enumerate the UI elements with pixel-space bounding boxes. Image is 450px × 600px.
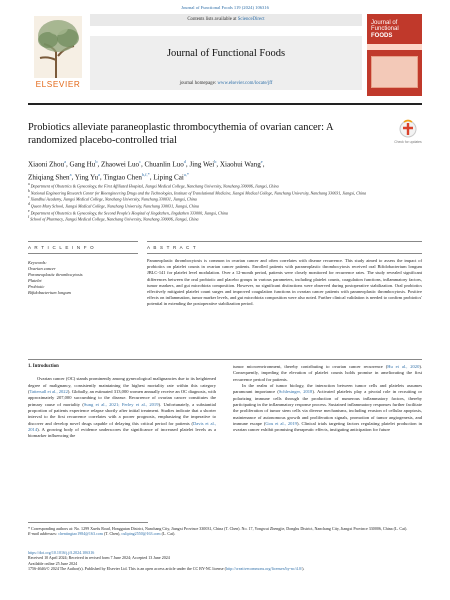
text-run: tumor microenvironment, thereby contributing to ovarian cancer recurrence (: [233, 364, 388, 369]
author-name[interactable]: Xiaohui Wang: [219, 160, 261, 169]
affiliation-text: Department of Obstetrics & Gynecology, the Second People's Hospital of Jingdezhen, Jingdezhen 333000, Jiangxi, China: [29, 209, 228, 215]
received-dates: Received 10 April 2024; Received in revised form 7 June 2024; Accepted 13 June 2024: [28, 555, 170, 561]
abstract-rule-mid: [147, 253, 422, 254]
homepage-prefix: journal homepage:: [179, 81, 218, 86]
author-line-1: Xiaoni Zhou$^a$, Gang Hu$^b$, Zhaowei Luo$^c$, Chuanlin Luo$^d$, Jing Wei$^b$, Xiaohui Wang$^e$,: [28, 159, 265, 169]
affiliation-text: Xiandhui Academy, Jiangxi Medical College, Nanchang University, Nanchang 330031, Jiangxi, China: [29, 196, 197, 202]
publisher-logo[interactable]: [28, 14, 88, 96]
author-name[interactable]: Zhaowei Luo: [101, 160, 140, 169]
abstract-rule-bottom: [28, 359, 422, 360]
keyword-item: Bifidobacterium longum: [28, 290, 71, 295]
text-run: ).: [302, 566, 305, 572]
email-label: E-mail addresses:: [28, 531, 58, 537]
keywords-block: [28, 260, 138, 296]
sciencedirect-link[interactable]: ScienceDirect: [237, 17, 265, 22]
keywords-list: [28, 266, 138, 296]
author-affiliation-mark[interactable]: a: [64, 159, 66, 164]
header-divider: [28, 103, 422, 105]
affiliation-item: [28, 215, 422, 222]
author-name[interactable]: Ying Yu: [74, 172, 98, 181]
affiliation-text: School of Pharmacy, Jiangxi Medical College, Nanchang University, Nanchang 330006, Jiangxi, China: [29, 216, 199, 222]
affiliation-mark: c: [28, 195, 30, 200]
affiliation-list: [28, 182, 422, 222]
footnote-rule: [28, 522, 148, 523]
author-name[interactable]: Tingtao Chen: [103, 172, 142, 181]
article-title: Probiotics alleviate paraneoplastic thrombocythemia of ovarian cancer: A randomized placebo-controlled trial: [28, 122, 333, 146]
text-run: ). Clinical trials targeting factors regulating platelet production in ovarian cancer exhibit promising therapeutic effects, instigating anticipation for future: [233, 421, 422, 433]
text-run: ). Unfortunately, a substantial proportion of patients experience relapse shortly after initial treatment. Studies indicate that a shorter interval to the first recurrence correlates with a poorer prognosis, emphasizing the imperative to discover and develop novel drugs capable of delaying this critical period for patients (: [28, 401, 216, 426]
citation-link[interactable]: Davis et al., 2014: [28, 420, 216, 433]
email-link[interactable]: culiping2550@163.com: [121, 531, 161, 537]
abstract-rule-top: [147, 241, 422, 242]
affiliation-mark: b: [28, 188, 30, 193]
journal-name-box: [90, 36, 362, 78]
keyword-item: Platelet: [28, 278, 42, 283]
homepage-link[interactable]: www.elsevier.com/locate/jff: [217, 81, 273, 86]
author-affiliation-mark[interactable]: b: [214, 159, 217, 164]
citation-link[interactable]: Schlesinger, 2018: [278, 389, 313, 395]
intro-column-left: [28, 364, 216, 440]
author-name[interactable]: Xiaoni Zhou: [28, 160, 65, 169]
license-link[interactable]: http://creativecommons.org/licenses/by-nc/4.0/: [225, 566, 303, 572]
affiliation-item: [28, 195, 422, 202]
article-info-heading: A R T I C L E I N F O: [28, 245, 95, 250]
info-rule-top: [28, 241, 138, 242]
author-affiliation-mark[interactable]: e: [260, 159, 263, 164]
keyword-item: Ovarian cancer: [28, 266, 56, 271]
corresponding-author-note: * Corresponding authors at: No. 1299 Xuefu Road, Honggutan District, Nanchang City, Jiangxi Province 330031, China (T. Chen). No. 17, Yongwai Zhengjie, Donghu District, Nanchang City, Jiangxi Province 330006, China (L. Cai).: [28, 526, 408, 531]
author-affiliation-mark[interactable]: a: [98, 171, 100, 177]
journal-cover[interactable]: [367, 14, 422, 96]
affiliation-text: Department of Obstetrics & Gynecology, the First Affiliated Hospital, Jiangxi Medical College, Nanchang University, Nanchang 330006, Jiangxi, China: [29, 183, 279, 189]
cover-title: [371, 20, 399, 39]
available-date: Available online 25 June 2024: [28, 560, 78, 566]
running-head: Journal of Functional Foods 119 (2024) 106316: [181, 5, 269, 10]
journal-header: [28, 14, 422, 98]
citation-link[interactable]: Sung et al., 2021; Ferley et al., 2019: [83, 401, 159, 407]
publisher-name: ELSEVIER: [35, 80, 81, 89]
intro-paragraph-1: [28, 376, 216, 439]
author-affiliation-mark[interactable]: a,*: [183, 171, 190, 177]
cover-strip: [367, 44, 422, 50]
affiliation-text: National Engineering Research Center for Bioengineering Drugs and the Technologies, Institute of Translational Medicine, Jiangxi Medical College, Nanchang University, Nanchang 330031, Jiangxi, China: [29, 189, 367, 195]
author-name[interactable]: Chuanlin Luo: [144, 160, 184, 169]
intro-paragraph-1-cont: [233, 364, 422, 383]
text-run: ). Globally, an estimated 313,000 women annually receive an OC diagnosis, with approximately 207,000 succumbing to the disease. Recurrence of ovarian cancer constitutes the primary cause of mortality (: [28, 389, 216, 407]
license-note: [28, 566, 422, 571]
author-affiliation-mark[interactable]: b: [95, 159, 98, 164]
footnotes: [28, 526, 422, 537]
affiliation-mark: f: [28, 215, 30, 220]
author-line-2: Zhiqiang Shen$^a$, Ying Yu$^a$, Tingtao Chen$^{b,f,*}$, Liping Cai$^{a,*}$: [28, 171, 190, 181]
intro-column-right: [233, 364, 422, 434]
abstract-text: Paraneoplastic thrombocytosis is common in ovarian cancer and often correlates with disease recurrence. This study aimed to assess the impact of probiotics on platelet counts in ovarian cancer patients. Enrolled patients with paraneoplastic thrombocytosis received oral Bifidobacterium longum JBLC-141 for platelet level modulation. Over a 12-month period, patients were closely monitored for recurrence rates. The study revealed significant differences between the oral probiotic and placebo groups in various parameters, including platelet counts, coagulation functions, inflammatory factors, tumor markers, and gut microbiota composition. However, no significant distinctions were observed during postoperative stabilization. Oral probiotics effectively mitigated platelet count surges and improved coagulation functions in ovarian cancer patients with paraneoplastic thrombocytosis. Positive effects on inflammation, tumor marker levels, and gut microbiota composition were also noted. Further clinical validation is needed to confirm probiotics' potential in extending the postoperative stabilization period.: [147, 258, 422, 307]
affiliation-item: [28, 189, 422, 196]
affiliation-item: [28, 202, 422, 209]
article-metadata: [28, 550, 422, 572]
author-name[interactable]: Zhiqiang Shen: [28, 172, 70, 181]
email-owner: (T. Chen),: [102, 531, 122, 537]
section-heading: 1. Introduction: [28, 364, 59, 369]
author-name[interactable]: Jing Wei: [189, 160, 215, 169]
affiliation-mark: a: [28, 182, 30, 186]
cover-line2: Functional: [371, 26, 399, 33]
text-run: ). Activated platelets play a pivotal role in recruiting or polarizing immune cells through the production of numerous inflammatory factors, thereby participating in the inflammatory response process. Sustained inflammatory responses further facilitate the proliferation of tumor stem cells via diverse mechanisms, including evasion of cellular apoptosis, maintenance of autonomous growth and proliferation signals, promotion of tumor angiogenesis, and immune escape (: [233, 389, 423, 427]
keywords-label: Keywords:: [28, 260, 47, 265]
citation-link[interactable]: Hu et al., 2020: [387, 364, 420, 369]
cover-image: [371, 56, 418, 88]
homepage-bar: [90, 78, 362, 90]
citation-link[interactable]: Gou et al., 2019: [265, 421, 297, 427]
author-name[interactable]: Gang Hu: [69, 160, 96, 169]
keyword-item: Probiotic: [28, 284, 45, 289]
text-run: In the realm of tumor biology, the interaction between tumor cells and platelets assumes paramount importance (: [233, 383, 422, 395]
affiliation-item: [28, 209, 422, 216]
abstract-heading: A B S T R A C T: [147, 245, 197, 250]
affiliation-item: [28, 182, 422, 189]
author-affiliation-mark[interactable]: b,f,*: [141, 171, 150, 177]
affiliation-mark: e: [28, 208, 30, 213]
author-affiliation-mark[interactable]: d: [183, 159, 186, 164]
affiliation-text: Queen Mary School, Jiangxi Medical College, Nanchang University, Nanchang 330031, Jiangxi, China: [29, 203, 199, 209]
email-owner: (L. Cai).: [160, 531, 176, 537]
text-run: ). Consequently, impeding the elevation of platelet counts holds promise in ameliorating the first recurrence period for patients.: [233, 364, 423, 382]
journal-banner: [90, 14, 362, 96]
journal-name: Journal of Functional Foods: [166, 48, 286, 59]
text-run: Ovarian cancer (OC) stands prominently among gynecological malignancies due to its heightened degree of malignancy, consistently maintaining the highest mortality rate within this category (: [28, 376, 216, 395]
email-link[interactable]: chentingtao1984@163.com: [58, 531, 103, 537]
author-affiliation-mark[interactable]: c: [139, 159, 141, 164]
intro-paragraph-2: [233, 383, 422, 434]
info-rule-mid: [28, 253, 138, 254]
author-list: [28, 157, 422, 182]
author-name[interactable]: Liping Cai: [153, 172, 184, 181]
crossmark-icon[interactable]: [396, 119, 420, 145]
cover-line3: FOODS: [371, 32, 393, 39]
doi-link[interactable]: https://doi.org/10.1016/j.jff.2024.106316: [28, 550, 95, 555]
contents-bar: [90, 14, 362, 26]
text-run: ). A growing body of evidence underscores the significance of increased platelet levels as a biomarker influencing the: [28, 427, 216, 439]
citation-link[interactable]: Tattersall et al., 2022: [29, 389, 68, 395]
affiliation-mark: d: [28, 201, 30, 206]
cover-line1: Journal of: [371, 20, 398, 26]
email-line: [28, 531, 422, 536]
contents-prefix: Contents lists available at: [187, 17, 238, 22]
text-run: 1756-4646/© 2024 The Author(s). Published by Elsevier Ltd. This is an open access article under the CC BY-NC license (: [28, 566, 226, 572]
keyword-item: Paraneoplastic thrombocytosis: [28, 272, 83, 277]
tree-logo-icon: [34, 16, 82, 78]
author-affiliation-mark[interactable]: a: [69, 171, 72, 177]
svg-text:Check for updates: Check for updates: [394, 140, 422, 144]
